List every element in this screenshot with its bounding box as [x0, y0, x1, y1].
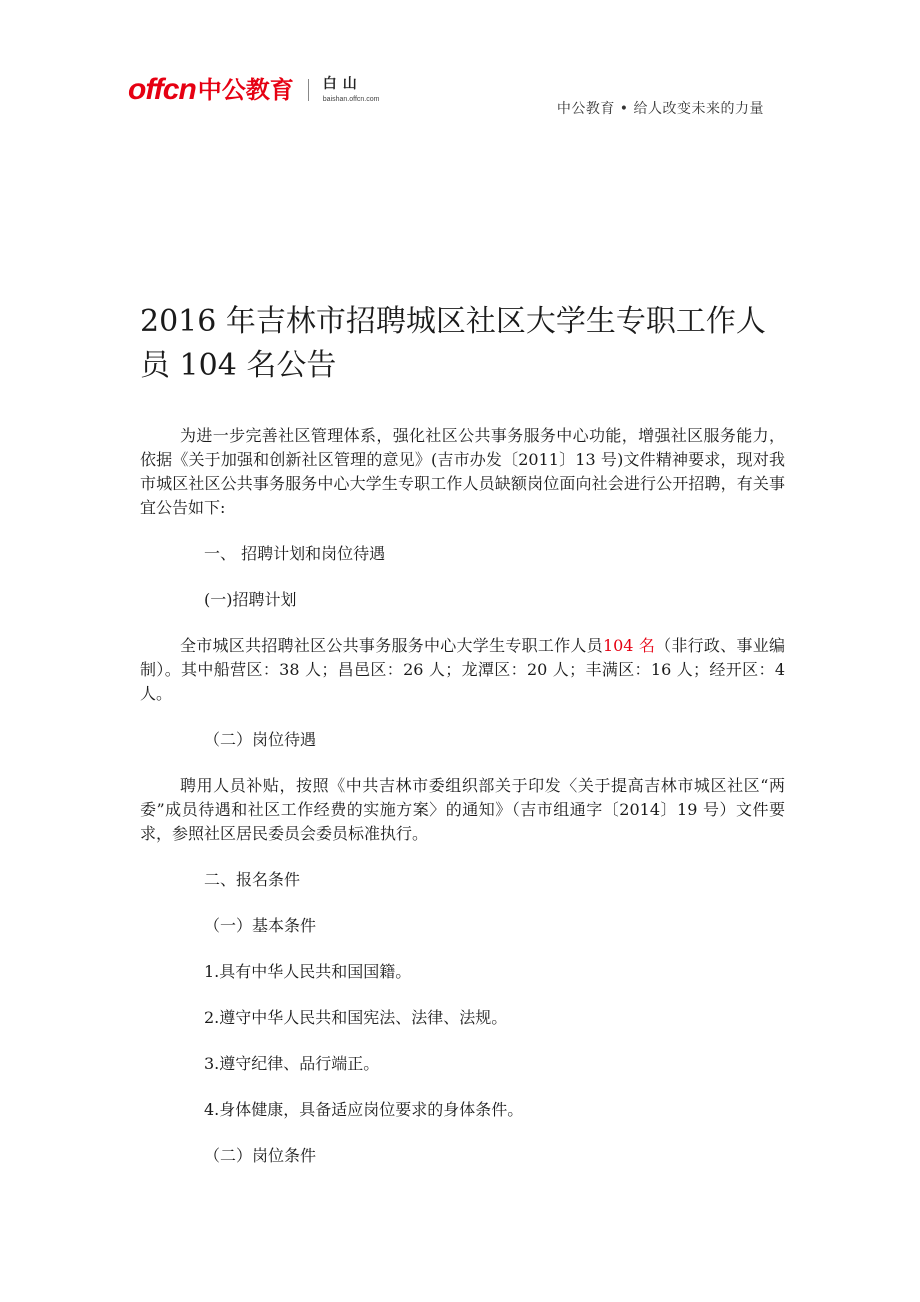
- branch-name: 白山: [322, 76, 363, 93]
- document-body: [140, 300, 785, 1168]
- condition-item: 4.身体健康，具备适应岗位要求的身体条件。: [204, 1100, 524, 1119]
- logo-branch: [323, 77, 380, 102]
- condition-item: 1.具有中华人民共和国国籍。: [204, 962, 412, 981]
- condition-item: 2.遵守中华人民共和国宪法、法律、法规。: [204, 1008, 508, 1027]
- condition-item: 3.遵守纪律、品行端正。: [204, 1054, 380, 1073]
- offcn-logo[interactable]: [128, 70, 379, 110]
- section1-sub-treatment: （二）岗位待遇: [204, 730, 317, 749]
- branch-url: baishan.offcn.com: [322, 95, 380, 103]
- treatment-paragraph: 聘用人员补贴，按照《中共吉林市委组织部关于印发〈关于提高吉林市城区社区“两委”成员待遇和社区工作经费的实施方案〉的通知》（吉市组通字〔2014〕19 号）文件要求，参照社区居民委员会委员标准执行。: [140, 776, 785, 843]
- logo-chinese-text: 中公教育: [197, 76, 294, 104]
- plan-text-before: 全市城区共招聘社区公共事务服务中心大学生专职工作人员: [180, 636, 603, 655]
- plan-text-after: （非行政、事业编制）。其中船营区：38 人；昌邑区：26 人；龙潭区：20 人；丰满区：16 人；经开区：4 人。: [140, 636, 785, 703]
- section2-sub-basic: （一）基本条件: [204, 916, 317, 935]
- section2-heading: 二、报名条件: [204, 870, 301, 889]
- section2-sub-position: （二）岗位条件: [204, 1146, 317, 1165]
- logo-divider: [308, 79, 309, 101]
- logo-offcn-text: offcn: [128, 73, 196, 106]
- plan-paragraph: [140, 634, 785, 706]
- section1-sub-plan: (一)招聘计划: [204, 590, 297, 609]
- page-header: [0, 0, 920, 130]
- section1-heading: 一、 招聘计划和岗位待遇: [204, 544, 386, 563]
- header-slogan: 中公教育 • 给人改变未来的力量: [556, 101, 764, 117]
- intro-paragraph: 为进一步完善社区管理体系，强化社区公共事务服务中心功能，增强社区服务能力，依据《关于加强和创新社区管理的意见》(吉市办发〔2011〕13 号)文件精神要求，现对我市城区社区公共事务服务中心大学生专职工作人员缺额岗位面向社会进行公开招聘，有关事宜公告如下:: [140, 426, 785, 517]
- plan-total-highlight: 104 名: [602, 636, 656, 655]
- document-title: 2016 年吉林市招聘城区社区大学生专职工作人员 104 名公告: [140, 304, 766, 383]
